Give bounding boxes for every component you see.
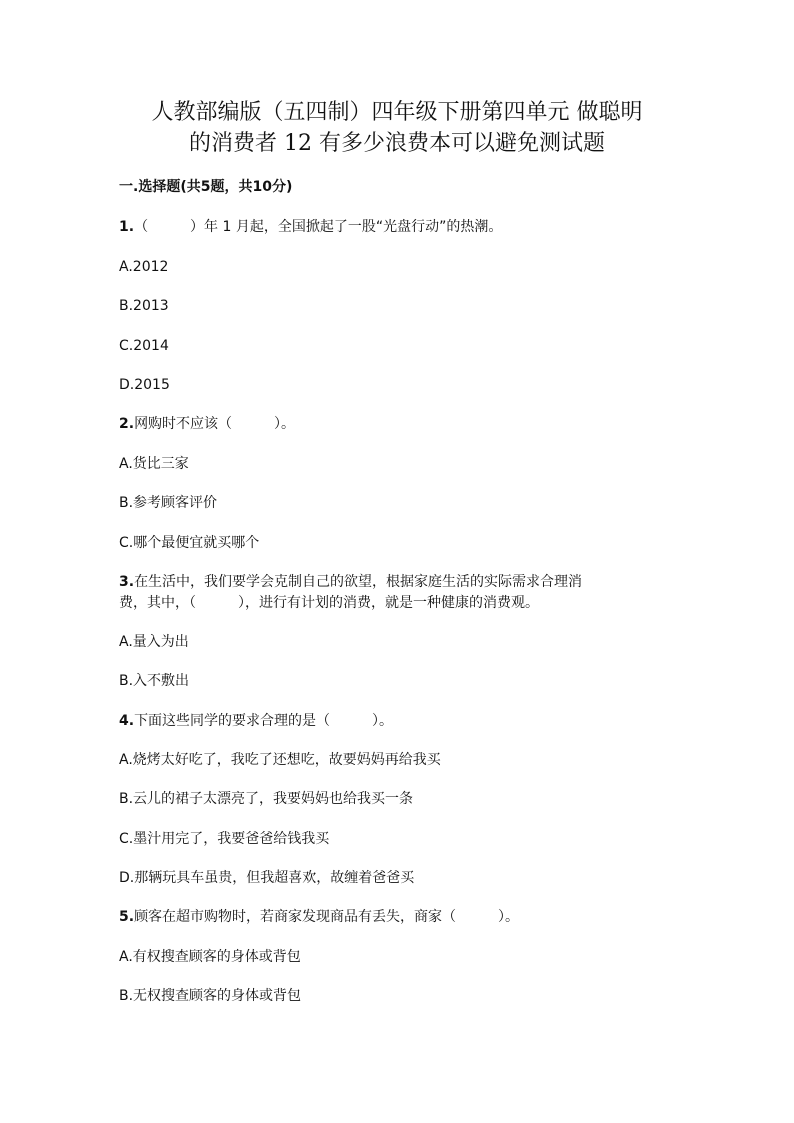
question-2-option-a: A.货比三家 bbox=[119, 456, 189, 472]
question-1-text: （ ）年 1 月起，全国掀起了一股“光盘行动”的热潮。 bbox=[134, 219, 503, 235]
question-3-text-line-1: 在生活中，我们要学会克制自己的欲望，根据家庭生活的实际需求合理消 bbox=[134, 574, 583, 590]
question-1-option-a: A.2012 bbox=[119, 259, 169, 275]
question-2-option-b: B.参考顾客评价 bbox=[119, 495, 218, 511]
question-3-number: 3. bbox=[119, 574, 135, 590]
question-1-number: 1. bbox=[119, 219, 135, 235]
question-3-option-b: B.入不敷出 bbox=[119, 673, 190, 689]
page-title-line-2: 的消费者 12 有多少浪费本可以避免测试题 bbox=[189, 131, 605, 156]
question-1-stem bbox=[119, 217, 502, 237]
question-4-option-d: D.那辆玩具车虽贵，但我超喜欢，故缠着爸爸买 bbox=[119, 870, 415, 886]
question-2-stem bbox=[119, 414, 295, 434]
question-4-number: 4. bbox=[119, 713, 135, 729]
question-4-option-b: B.云儿的裙子太漂亮了，我要妈妈也给我买一条 bbox=[119, 791, 414, 807]
question-5-option-a: A.有权搜查顾客的身体或背包 bbox=[119, 949, 301, 965]
question-5-option-b: B.无权搜查顾客的身体或背包 bbox=[119, 988, 302, 1004]
question-1-option-d: D.2015 bbox=[119, 377, 170, 393]
question-3-option-a: A.量入为出 bbox=[119, 634, 189, 650]
question-4-option-a: A.烧烤太好吃了，我吃了还想吃，故要妈妈再给我买 bbox=[119, 752, 441, 768]
question-5-text: 顾客在超市购物时，若商家发现商品有丢失，商家（ ）。 bbox=[134, 909, 520, 925]
section-heading: 一.选择题(共5题，共10分) bbox=[119, 179, 293, 195]
page-title-line-1: 人教部编版（五四制）四年级下册第四单元 做聪明 bbox=[151, 100, 643, 125]
question-5-stem bbox=[119, 907, 519, 927]
question-3-stem-line-1 bbox=[119, 572, 582, 592]
question-2-text: 网购时不应该（ ）。 bbox=[134, 416, 296, 432]
question-4-stem bbox=[119, 711, 393, 731]
question-2-option-c: C.哪个最便宜就买哪个 bbox=[119, 535, 260, 551]
question-1-option-c: C.2014 bbox=[119, 338, 169, 354]
question-1-option-b: B.2013 bbox=[119, 298, 169, 314]
question-3-stem-line-2: 费，其中，（ ），进行有计划的消费，就是一种健康的消费观。 bbox=[119, 595, 539, 611]
question-2-number: 2. bbox=[119, 416, 135, 432]
question-5-number: 5. bbox=[119, 909, 135, 925]
question-4-option-c: C.墨汁用完了，我要爸爸给钱我买 bbox=[119, 831, 330, 847]
question-4-text: 下面这些同学的要求合理的是（ ）。 bbox=[134, 713, 394, 729]
